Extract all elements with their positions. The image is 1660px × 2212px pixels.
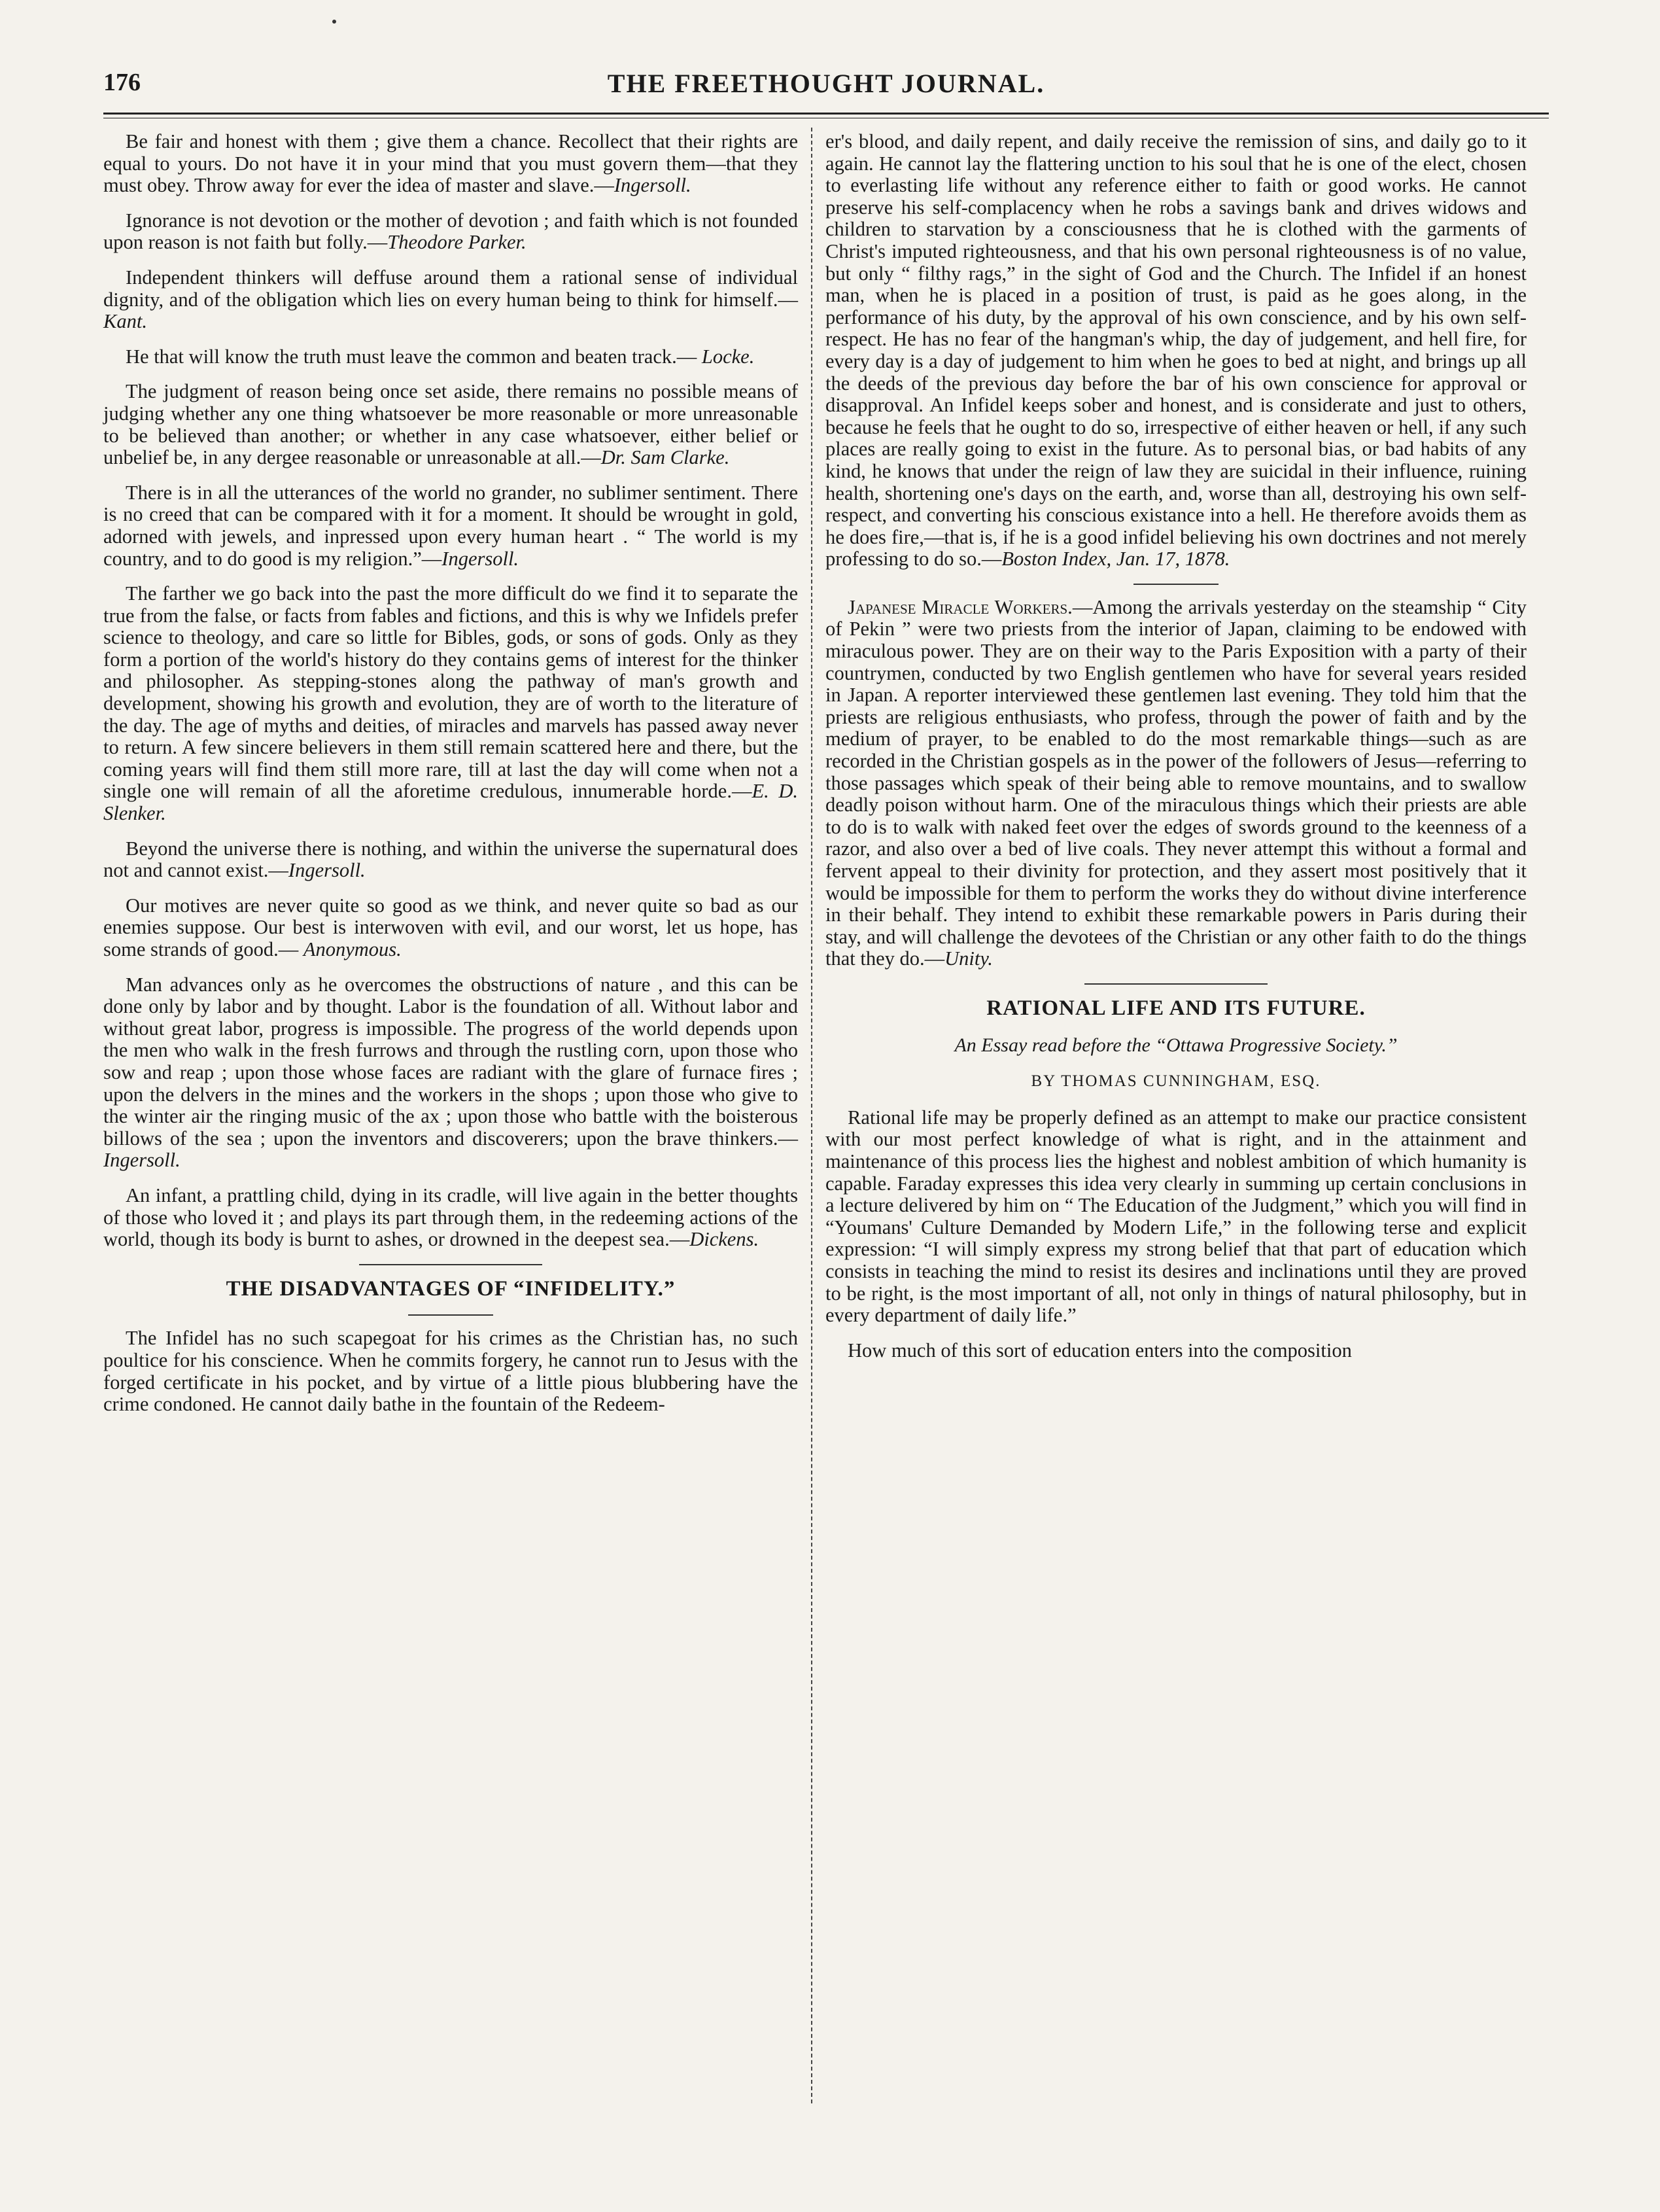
page-number: 176 — [103, 69, 141, 96]
article-paragraph-continued: er's blood, and daily repent, and daily receive the remission of sins, and daily go to it again. He cannot lay the flattering unction to his soul that he is one of the elect, chosen to everlasting life without any reference either to faith or good works. He cannot preserve his self-complacency when he robs a savings bank and drives widows and children to starvation by a consciousness that he is clothed with the garments of Christ's imputed righteousness, and that his own personal righteousness is of no value, but only “ filthy rags,” in the sight of God and the Church. The Infidel if an honest man, when he is placed in a position of trust, is paid as he goes along, in the performance of his duty, by the approval of his own conscience, and by his own self-respect. He has no fear of the hangman's whip, the day of judgement, and hell fire, for every day is a day of judgement to him when he goes to bed at night, and brings up all the deeds of the previous day before the bar of his own conscience for approval or disapproval. An Infidel keeps sober and honest, and is considerate and just to others, because he feels that he ought to do so, irrespective of either heaven or hell, if any such places are really going to exist in the future. As to personal bias, or bad habits of any kind, he knows that under the reign of law they are suicidal in their influence, ruining health, shortening one's days on the earth, and, worse than all, destroying his own self-respect, and converting his conscious existance into a hell. He therefore avoids them as he does fire,—that is, if he is a good infidel believing his own doctrines and not merely professing to do so.—Boston Index, Jan. 17, 1878. — [825, 130, 1527, 571]
quote-paragraph: There is in all the utterances of the world no grander, no sublimer sentiment. There is no creed that can be compared with it for a moment. It should be wrought in gold, adorned with jewels, and inpressed upon every human heart . “ The world is my country, and to do good is my religion.”—Ingersoll. — [103, 481, 798, 570]
journal-title: THE FREETHOUGHT JOURNAL. — [607, 69, 1045, 98]
essay-paragraph: How much of this sort of education enters into the composition — [848, 1339, 1352, 1361]
quote-paragraph: The farther we go back into the past the more difficult do we find it to separate the true from the false, or facts from fables and fictions, and this is why we Infidels prefer science to theology, and care so little for Bibles, gods, or sons of gods. Only as they form a portion of the world's history do they contains gems of interest for the thinker and philosopher. As stepping-stones along the pathway of man's growth and development, showing his growth and evolution, they are of worth to the literature of the day. The age of myths and deities, of miracles and marvels has passed away never to return. A few sincere believers in them still remain scattered here and there, but the coming years will find them still more rare, till at last the day will come when not a single one will remain of all the aforetime credulous, innumerable horde.—E. D. Slenker. — [103, 582, 798, 825]
essay-subtitle: An Essay read before the “Ottawa Progressive Society.” — [954, 1034, 1398, 1056]
column-divider — [811, 128, 812, 2103]
article-paragraph: The Infidel has no such scapegoat for his crimes as the Christian has, no such poultice for his conscience. When he commits forgery, he cannot run to Jesus with the forged certificate in his pocket, and by virtue of a little pious blubbering have the crime condoned. He cannot daily bathe in the fountain of the Redeem- — [103, 1327, 798, 1416]
ink-speck — [332, 20, 336, 24]
essay-byline: BY THOMAS CUNNINGHAM, ESQ. — [1031, 1072, 1321, 1091]
news-paragraph: Japanese Miracle Workers.—Among the arrivals yesterday on the steamship “ City of Pekin ” were two priests from the interior of Japan, claiming to be endowed with miraculous power. They are on their way to the Paris Exposition with a party of their countrymen, conducted by two English gentlemen who have for several years resided in Japan. A reporter interviewed these gentlemen last evening. They told him that the priests are religious enthusiasts, who profess, through the power of faith and by the medium of prayer, to be enabled to do the most remarkable things—such as are recorded in the Christian gospels as in the power of the followers of Jesus—referring to those passages which speak of their being able to remove mountains, and to swallow deadly poison without harm. One of the miraculous things which their priests are able to do is to walk with naked feet over the edges of swords ground to the keenness of a razor, and also over a bed of live coals. They never attempt this without a formal and fervent appeal to their divinity for protection, and they assert most positively that it would be impossible for them to perform the works they do without divine interference in their behalf. They intend to exhibit these remarkable powers in Paris during their stay, and will challenge the devotees of the Christian or any other faith to do the things that they do.—Unity. — [825, 595, 1527, 970]
quote-paragraph: Be fair and honest with them ; give them a chance. Recollect that their rights are equal to yours. Do not have it in your mind that you must govern them—that they must obey. Throw away for ever the idea of master and slave.—Ingersoll. — [103, 130, 798, 197]
quote-paragraph: Ignorance is not devotion or the mother of devotion ; and faith which is not founded upon reason is not faith but folly.—Theodore Parker. — [103, 209, 798, 254]
article-separator — [1133, 584, 1219, 585]
essay-paragraph: Rational life may be properly defined as an attempt to make our practice consistent with our most perfect knowledge of what is right, and in the attainment and maintenance of this process lies the highest and noblest ambition of which humanity is capable. Faraday expresses this idea very clearly in summing up certain conclusions in a lecture delivered by him on “ The Education of the Judgment,” which you will find in “Youmans' Culture Demanded by Modern Life,” in the following terse and explicit expression: “I will simply express my strong belief that that part of education which consists in teaching the mind to resist its desires and inclinations until they are proved to be right, is the most important of all, not only in things of natural philosophy, but in every department of daily life.” — [825, 1106, 1527, 1327]
section-separator-short — [408, 1314, 493, 1316]
quote-paragraph: Beyond the universe there is nothing, and within the universe the supernatural does not and cannot exist.—Ingersoll. — [103, 837, 798, 882]
quote-paragraph: Independent thinkers will deffuse around them a rational sense of individual dignity, and of the obligation which lies on every human being to think for himself.—Kant. — [103, 266, 798, 333]
quote-paragraph: An infant, a prattling child, dying in its cradle, will live again in the better thoughts of those who loved it ; and plays its part through them, in the redeeming actions of the world, though its body is burnt to ashes, or drowned in the deepest sea.—Dickens. — [103, 1184, 798, 1251]
section-separator — [1084, 983, 1268, 985]
quote-paragraph: He that will know the truth must leave the common and beaten track.— Locke. — [126, 345, 755, 368]
quote-paragraph: The judgment of reason being once set aside, there remains no possible means of judging whether any one thing whatsoever be more reasonable or more unreasonable to be believed than another; or whether in any case whatsoever, either belief or unbelief be, in any dergee reasonable or unreasonable at all.—Dr. Sam Clarke. — [103, 380, 798, 469]
left-column — [103, 131, 798, 1429]
quote-paragraph: Man advances only as he overcomes the obstructions of nature , and this can be done only by labor and by thought. Labor is the foundation of all. Without labor and without great labor, progress is impossible. The progress of the world depends upon the men who walk in the fresh furrows and through the rustling corn, upon those who sow and reap ; upon those whose faces are radiant with the glare of furnace fires ; upon the delvers in the mines and the workers in the shops ; upon those who give to the winter air the ringing music of the ax ; upon those who battle with the boisterous billows of the sea ; upon the inventors and discoverers; upon the brave thinkers.—Ingersoll. — [103, 973, 798, 1172]
section-title: THE DISADVANTAGES OF “INFIDELITY.” — [226, 1276, 676, 1301]
quote-paragraph: Our motives are never quite so good as we think, and never quite so bad as our enemies suppose. Our best is interwoven with evil, and our worst, let us hope, has some strands of good.— Anonymous. — [103, 894, 798, 960]
header-rule — [103, 113, 1549, 114]
section-separator — [359, 1264, 542, 1265]
right-column — [825, 131, 1527, 1375]
page-header — [103, 68, 1549, 107]
essay-title: RATIONAL LIFE AND ITS FUTURE. — [986, 996, 1366, 1020]
news-lead: Japanese Miracle Workers. — [848, 595, 1073, 618]
